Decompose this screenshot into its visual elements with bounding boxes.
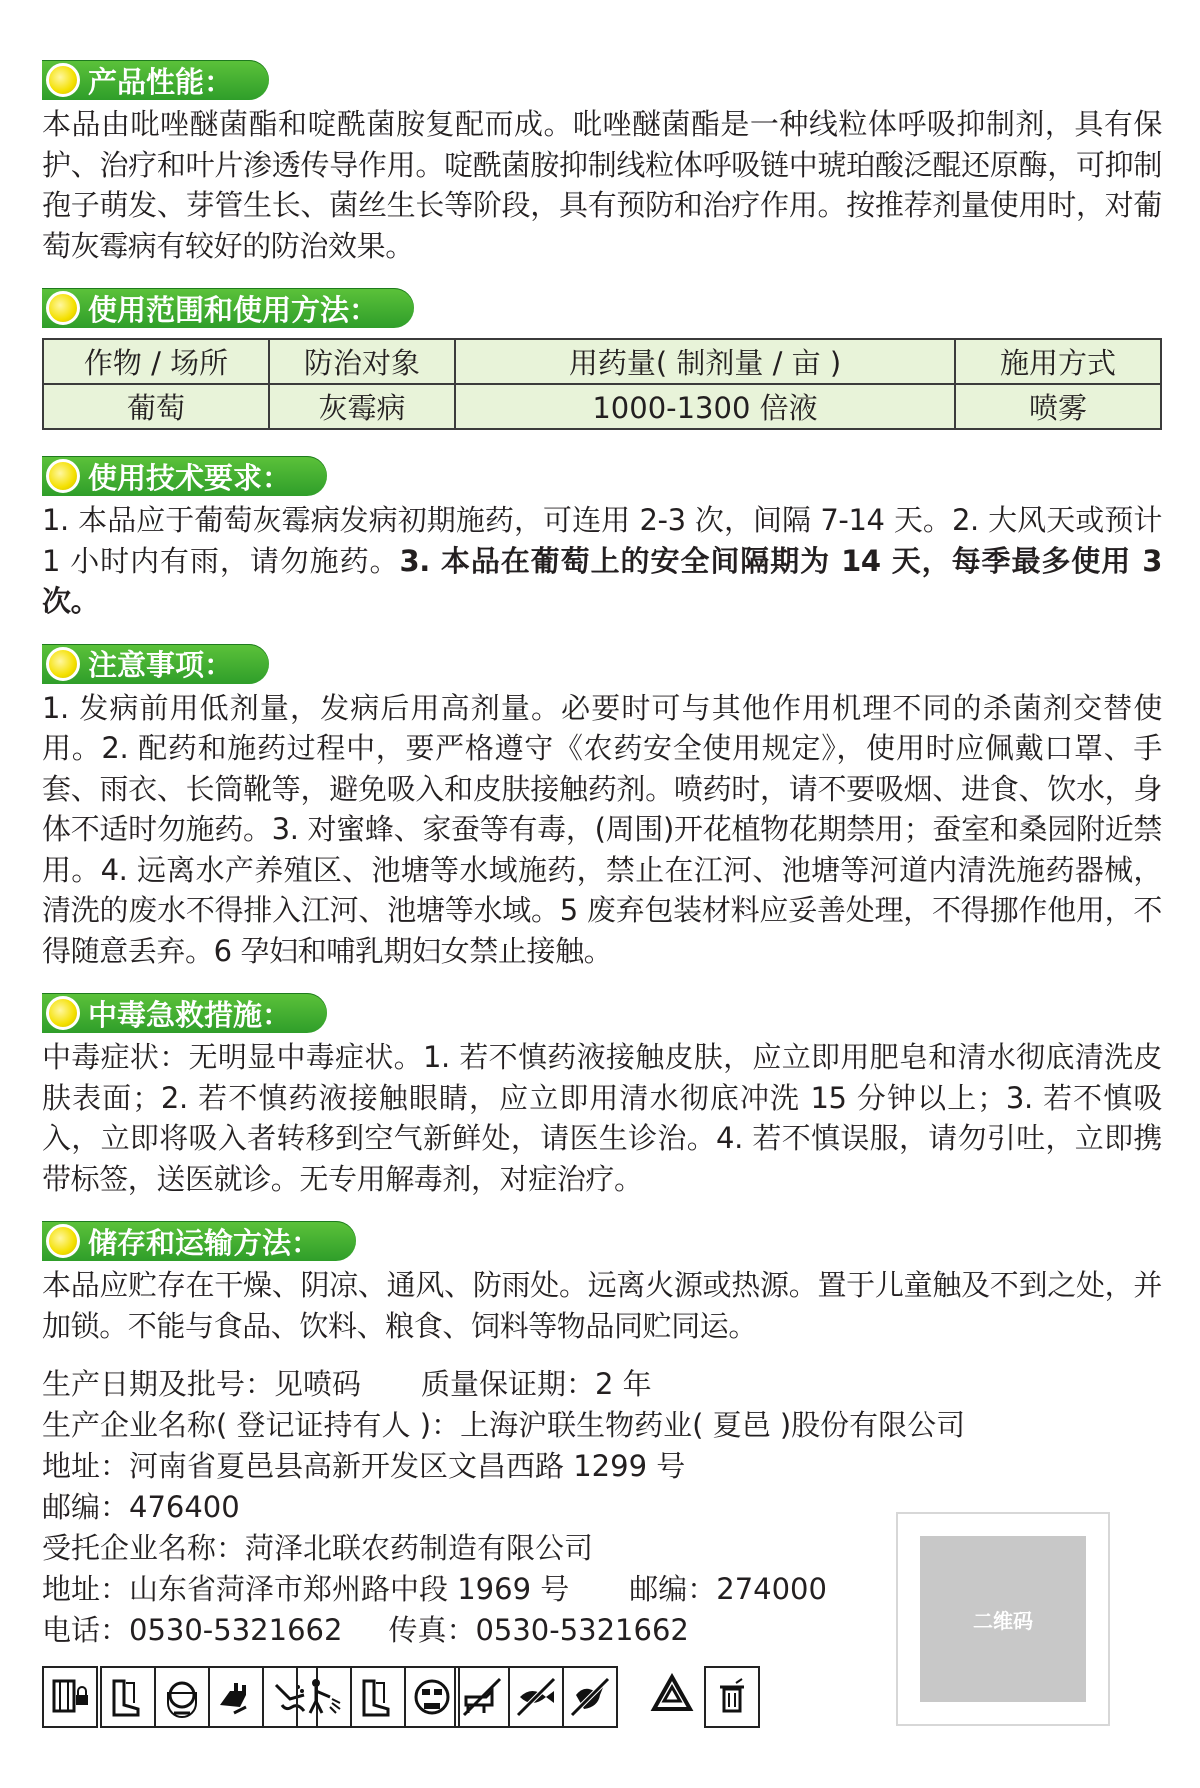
face-shield-icon — [156, 1668, 210, 1726]
table-header-cell: 用药量( 制剂量 / 亩 ) — [455, 339, 955, 384]
manufacturer: 生产企业名称( 登记证持有人 )：上海沪联生物药业( 夏邑 )股份有限公司 — [42, 1408, 966, 1442]
performance-text: 本品由吡唑醚菌酯和啶酰菌胺复配而成。吡唑醚菌酯是一种线粒体呼吸抑制剂，具有保护、治疗和叶片渗透传导作用。啶酰菌胺抑制线粒体呼吸链中琥珀酸泛醌还原酶，可抑制孢子萌发、芽管生长、菌丝生长等阶段，具有预防和治疗作用。按推荐剂量使用时，对葡萄灰霉病有较好的防治效果。 — [42, 107, 1162, 263]
production-date: 生产日期及批号：见喷码 — [42, 1367, 362, 1401]
qr-code-placeholder: 二维码 — [920, 1536, 1086, 1702]
table-header-cell: 防治对象 — [269, 339, 455, 384]
section-title: 中毒急救措施： — [88, 997, 292, 1032]
mask-icon — [406, 1668, 458, 1726]
technique-text-bold: 3. 本品在葡萄上的安全间隔期为 14 天，每季最多使用 3 次。 — [42, 543, 1162, 618]
harmful-to-fish-icon — [510, 1668, 564, 1726]
pictogram-group-storage — [42, 1666, 98, 1728]
section-header-technique — [42, 456, 327, 496]
entrusted-postcode: 邮编：274000 — [629, 1572, 827, 1606]
technique-text-normal: 1. 本品应于葡萄灰霉病发病初期施药，可连用 2-3 次，间隔 7-14 天。2. 大风天或预计 1 小时内有雨，请勿施药。 — [42, 503, 1162, 578]
manufacturer-postcode: 邮编：476400 — [42, 1490, 240, 1524]
harmful-to-livestock-icon — [456, 1668, 510, 1726]
section-header-usage — [42, 288, 414, 328]
phone-number: 电话：0530-5321662 — [42, 1613, 343, 1647]
table-cell: 葡萄 — [43, 384, 269, 429]
label-body — [42, 60, 1162, 1651]
pictogram-group-application — [296, 1666, 460, 1728]
bullet-dot-icon — [46, 996, 80, 1030]
section-title: 注意事项： — [88, 648, 234, 682]
dispose-bin-icon — [704, 1666, 760, 1728]
section-header-first-aid — [42, 993, 327, 1033]
bullet-dot-icon — [46, 647, 80, 681]
table-cell: 喷雾 — [955, 384, 1161, 429]
storage-text: 本品应贮存在干燥、阴凉、通风、防雨处。远离火源或热源。置于儿童触及不到之处，并加锁。不能与食品、饮料、粮食、饲料等物品同贮同运。 — [42, 1268, 1162, 1343]
pictogram-group-protection — [100, 1666, 318, 1728]
harmful-to-birds-icon — [564, 1668, 616, 1726]
fax-number: 传真：0530-5321662 — [388, 1613, 689, 1647]
spraying-icon — [298, 1668, 352, 1726]
table-row — [43, 384, 1161, 429]
bullet-dot-icon — [46, 1224, 80, 1258]
technique-text — [42, 500, 1162, 622]
manufacturer-address: 地址：河南省夏邑县高新开发区文昌西路 1299 号 — [42, 1449, 686, 1483]
usage-table — [42, 338, 1162, 430]
section-title: 储存和运输方法： — [88, 1225, 321, 1260]
pictogram-group-disposal — [646, 1666, 760, 1724]
pictogram-group-environment — [454, 1666, 618, 1728]
section-title: 产品性能： — [88, 64, 234, 99]
table-cell: 1000-1300 倍液 — [455, 384, 955, 429]
section-header-performance — [42, 60, 269, 100]
table-header-cell: 施用方式 — [955, 339, 1161, 384]
qr-code — [896, 1512, 1110, 1726]
entrusted-company: 受托企业名称：菏泽北联农药制造有限公司 — [42, 1531, 594, 1565]
notes-text: 1. 发病前用低剂量，发病后用高剂量。必要时可与其他作用机理不同的杀菌剂交替使用。2. 配药和施药过程中，要严格遵守《农药安全使用规定》，使用时应佩戴口罩、手套、雨衣、长筒靴等，避免吸入和皮肤接触药剂。喷药时，请不要吸烟、进食、饮水，身体不适时勿施药。3. 对蜜蜂、家蚕等有毒，(周围)开花植物花期禁用；蚕室和桑园附近禁用。4. 远离水产养殖区、池塘等水域施药，禁止在江河、池塘等河道内清洗施药器械，清洗的废水不得排入江河、池塘等水域。5 废弃包装材料应妥善处理，不得挪作他用，不得随意丢弃。6 孕妇和哺乳期妇女禁止接触。 — [42, 690, 1162, 968]
section-header-storage — [42, 1221, 356, 1261]
table-cell: 灰霉病 — [269, 384, 455, 429]
bullet-dot-icon — [46, 63, 80, 97]
section-title: 使用范围和使用方法： — [88, 292, 379, 327]
bullet-dot-icon — [46, 291, 80, 325]
boots-icon — [102, 1668, 156, 1726]
gloves-icon — [210, 1668, 264, 1726]
boots-icon-2 — [352, 1668, 406, 1726]
table-header-cell: 作物 / 场所 — [43, 339, 269, 384]
entrusted-address: 地址：山东省菏泽市郑州路中段 1969 号 — [42, 1572, 570, 1606]
shelf-life: 质量保证期：2 年 — [421, 1367, 652, 1401]
table-header-row — [43, 339, 1161, 384]
recycle-icon — [646, 1666, 698, 1724]
first-aid-text: 中毒症状：无明显中毒症状。1. 若不慎药液接触皮肤，应立即用肥皂和清水彻底清洗皮肤表面；2. 若不慎药液接触眼睛，应立即用清水彻底冲洗 15 分钟以上；3. 若不慎吸入，立即将吸入者转移到空气新鲜处，请医生诊治。4. 若不慎误服，请勿引吐，立即携带标签，送医就诊。无专用解毒剂，对症治疗。 — [42, 1040, 1162, 1196]
section-title: 使用技术要求： — [88, 460, 292, 495]
section-header-notes — [42, 644, 269, 684]
bullet-dot-icon — [46, 459, 80, 493]
locked-storage-icon — [44, 1668, 96, 1726]
